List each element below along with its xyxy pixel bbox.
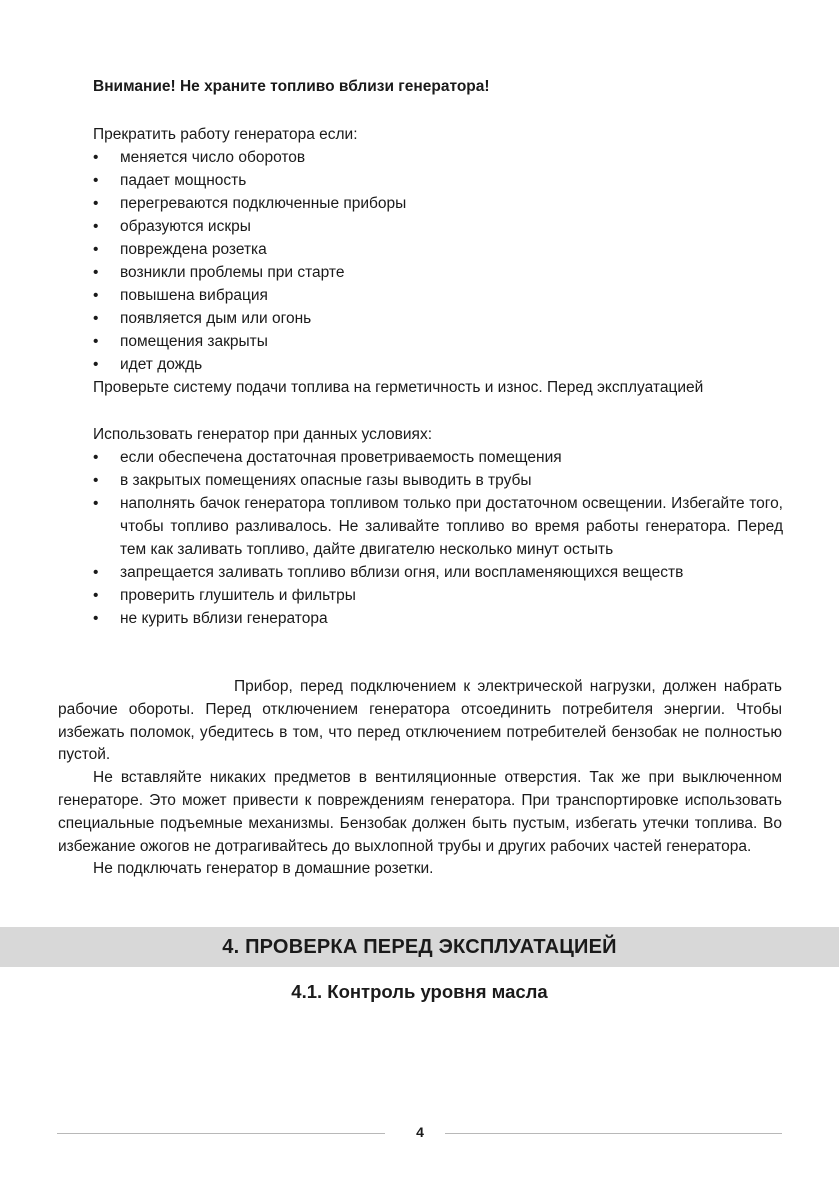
page-number: 4 — [416, 1124, 424, 1140]
list-item: • в закрытых помещениях опасные газы выводить в трубы — [93, 469, 783, 492]
paragraph: Прибор, перед подключением к электрической нагрузки, должен набрать рабочие обороты. Перед отключением генератора отсоединить потребителя энергии. Чтобы избежать поломок, убедитесь в том, что перед отключением потребителей бензобак не полностью пустой. — [58, 678, 782, 764]
subsection-title: 4.1. Контроль уровня масла — [291, 981, 548, 1002]
list-item: • наполнять бачок генератора топливом только при достаточном освещении. Избегайте того, чтобы топливо разливалось. Не заливайте топливо во время работы генератора. Перед тем как заливать топливо, дайте двигателю несколько минут остыть — [93, 492, 783, 561]
footer-divider-left — [57, 1133, 385, 1134]
list-item: • идет дождь — [93, 353, 783, 376]
paragraph: Не вставляйте никаких предметов в вентиляционные отверстия. Так же при выключенном генераторе. Это может привести к повреждениям генератора. При транспортировке использовать специальные подъемные механизмы. Бензобак должен быть пустым, избегать утечки топлива. Во избежание ожогов не дотрагивайтесь до выхлопной трубы и других рабочих частей генератора. — [58, 769, 782, 855]
stop-conditions-intro: Прекратить работу генератора если: — [93, 126, 358, 143]
list-item: • возникли проблемы при старте — [93, 261, 783, 284]
list-item: • меняется число оборотов — [93, 146, 783, 169]
safety-paragraphs — [58, 676, 782, 881]
warning-heading: Внимание! Не храните топливо вблизи генератора! — [93, 78, 490, 95]
fuel-check-note: Проверьте систему подачи топлива на герметичность и износ. Перед эксплуатацией — [93, 379, 704, 396]
footer-divider-right — [445, 1133, 782, 1134]
list-item: • перегреваются подключенные приборы — [93, 192, 783, 215]
section-title: 4. ПРОВЕРКА ПЕРЕД ЭКСПЛУАТАЦИЕЙ — [222, 935, 617, 958]
use-conditions-list — [93, 446, 783, 630]
list-item: • не курить вблизи генератора — [93, 607, 783, 630]
stop-conditions-list — [93, 146, 783, 376]
list-item: • повышена вибрация — [93, 284, 783, 307]
list-item: • если обеспечена достаточная проветриваемость помещения — [93, 446, 783, 469]
use-conditions-intro: Использовать генератор при данных условиях: — [93, 426, 433, 443]
list-item: • образуются искры — [93, 215, 783, 238]
list-item: • проверить глушитель и фильтры — [93, 584, 783, 607]
list-item: • запрещается заливать топливо вблизи огня, или воспламеняющихся веществ — [93, 561, 783, 584]
list-item: • падает мощность — [93, 169, 783, 192]
stop-conditions-block — [93, 123, 783, 399]
section-header-bar — [0, 927, 839, 967]
list-item: • повреждена розетка — [93, 238, 783, 261]
list-item: • помещения закрыты — [93, 330, 783, 353]
use-conditions-block — [93, 423, 783, 630]
paragraph: Не подключать генератор в домашние розетки. — [93, 860, 434, 878]
list-item: • появляется дым или огонь — [93, 307, 783, 330]
